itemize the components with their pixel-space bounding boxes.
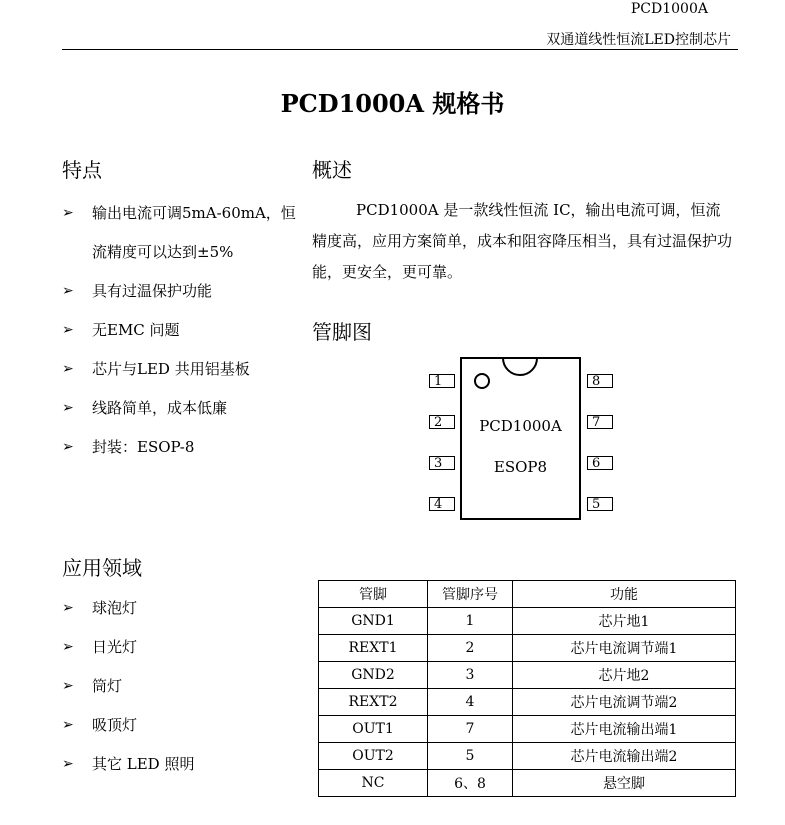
table-cell: 7 <box>428 716 513 743</box>
table-row <box>319 662 736 689</box>
table-cell: 4 <box>428 689 513 716</box>
overview-paragraph: PCD1000A 是一款线性恒流 IC，输出电流可调，恒流精度高，应用方案简单，成本和阻容降压相当，具有过温保护功能，更安全，更可靠。 <box>312 201 733 281</box>
list-item <box>62 628 302 667</box>
table-row <box>319 635 736 662</box>
chip-name: PCD1000A <box>479 417 562 435</box>
list-item <box>62 311 302 350</box>
table-row <box>319 743 736 770</box>
application-text: 筒灯 <box>92 677 123 695</box>
pin-label: 6 <box>587 456 613 470</box>
list-item <box>62 194 302 272</box>
header-code: PCD1000A <box>630 1 708 17</box>
page-title: PCD1000A 规格书 <box>280 89 505 118</box>
table-cell: OUT2 <box>319 743 428 770</box>
table-cell: 芯片电流输出端2 <box>513 743 736 770</box>
features-heading: 特点 <box>62 158 102 182</box>
arrow-bullet-icon: ➢ <box>62 361 74 377</box>
arrow-bullet-icon: ➢ <box>62 205 74 221</box>
pin-label: 4 <box>429 497 455 511</box>
table-cell: 悬空脚 <box>513 770 736 797</box>
arrow-bullet-icon: ➢ <box>62 639 74 655</box>
arrow-bullet-icon: ➢ <box>62 400 74 416</box>
applications-list <box>62 589 302 784</box>
applications-heading: 应用领域 <box>62 556 142 580</box>
feature-text: 无EMC 问题 <box>92 321 180 339</box>
chip-package: ESOP8 <box>493 458 548 476</box>
arrow-bullet-icon: ➢ <box>62 600 74 616</box>
table-cell: REXT2 <box>319 689 428 716</box>
table-cell: 芯片电流调节端1 <box>513 635 736 662</box>
arrow-bullet-icon: ➢ <box>62 756 74 772</box>
column-header: 功能 <box>513 581 736 608</box>
table-cell: 芯片地1 <box>513 608 736 635</box>
arrow-bullet-icon: ➢ <box>62 439 74 455</box>
table-row <box>319 608 736 635</box>
list-item <box>62 350 302 389</box>
table-cell: 6、8 <box>428 770 513 797</box>
overview-heading: 概述 <box>312 158 352 182</box>
table-cell: GND1 <box>319 608 428 635</box>
table-cell: 芯片地2 <box>513 662 736 689</box>
application-text: 日光灯 <box>92 638 138 656</box>
list-item <box>62 428 302 467</box>
list-item <box>62 589 302 628</box>
column-header: 管脚 <box>319 581 428 608</box>
feature-text: 线路简单，成本低廉 <box>92 399 228 417</box>
pin-label: 5 <box>587 497 613 511</box>
list-item <box>62 389 302 428</box>
table-cell: 1 <box>428 608 513 635</box>
list-item <box>62 745 302 784</box>
feature-text: 封装：ESOP-8 <box>92 438 195 456</box>
arrow-bullet-icon: ➢ <box>62 678 74 694</box>
pin-label: 7 <box>587 415 613 429</box>
chip-body <box>460 357 581 520</box>
chip-diagram <box>428 355 618 525</box>
list-item <box>62 272 302 311</box>
table-row <box>319 716 736 743</box>
list-item <box>62 706 302 745</box>
table-cell: 5 <box>428 743 513 770</box>
table-cell: 芯片电流调节端2 <box>513 689 736 716</box>
arrow-bullet-icon: ➢ <box>62 283 74 299</box>
pin-label: 3 <box>429 456 455 470</box>
chip-notch <box>502 340 538 376</box>
list-item <box>62 667 302 706</box>
table-cell: OUT1 <box>319 716 428 743</box>
pin-label: 8 <box>587 374 613 388</box>
pin-label: 2 <box>429 415 455 429</box>
features-list <box>62 194 302 467</box>
table-row <box>319 770 736 797</box>
arrow-bullet-icon: ➢ <box>62 717 74 733</box>
table-row <box>319 689 736 716</box>
column-header: 管脚序号 <box>428 581 513 608</box>
application-text: 球泡灯 <box>92 599 138 617</box>
pin-label: 1 <box>429 374 455 388</box>
table-cell: GND2 <box>319 662 428 689</box>
pin1-dot-icon <box>474 373 490 389</box>
table-cell: NC <box>319 770 428 797</box>
arrow-bullet-icon: ➢ <box>62 322 74 338</box>
feature-text: 芯片与LED 共用铝基板 <box>92 360 250 378</box>
pin-function-table <box>318 580 736 797</box>
table-header-row <box>319 581 736 608</box>
header-subtitle: 双通道线性恒流LED控制芯片 <box>546 32 731 48</box>
feature-text: 具有过温保护功能 <box>92 282 213 300</box>
table-cell: REXT1 <box>319 635 428 662</box>
table-cell: 芯片电流输出端1 <box>513 716 736 743</box>
header-divider <box>62 49 738 50</box>
application-text: 吸顶灯 <box>92 716 138 734</box>
table-cell: 3 <box>428 662 513 689</box>
feature-text: 输出电流可调5mA-60mA，恒流精度可以达到±5% <box>92 204 296 261</box>
table-cell: 2 <box>428 635 513 662</box>
pinout-heading: 管脚图 <box>312 320 372 344</box>
application-text: 其它 LED 照明 <box>92 755 195 773</box>
